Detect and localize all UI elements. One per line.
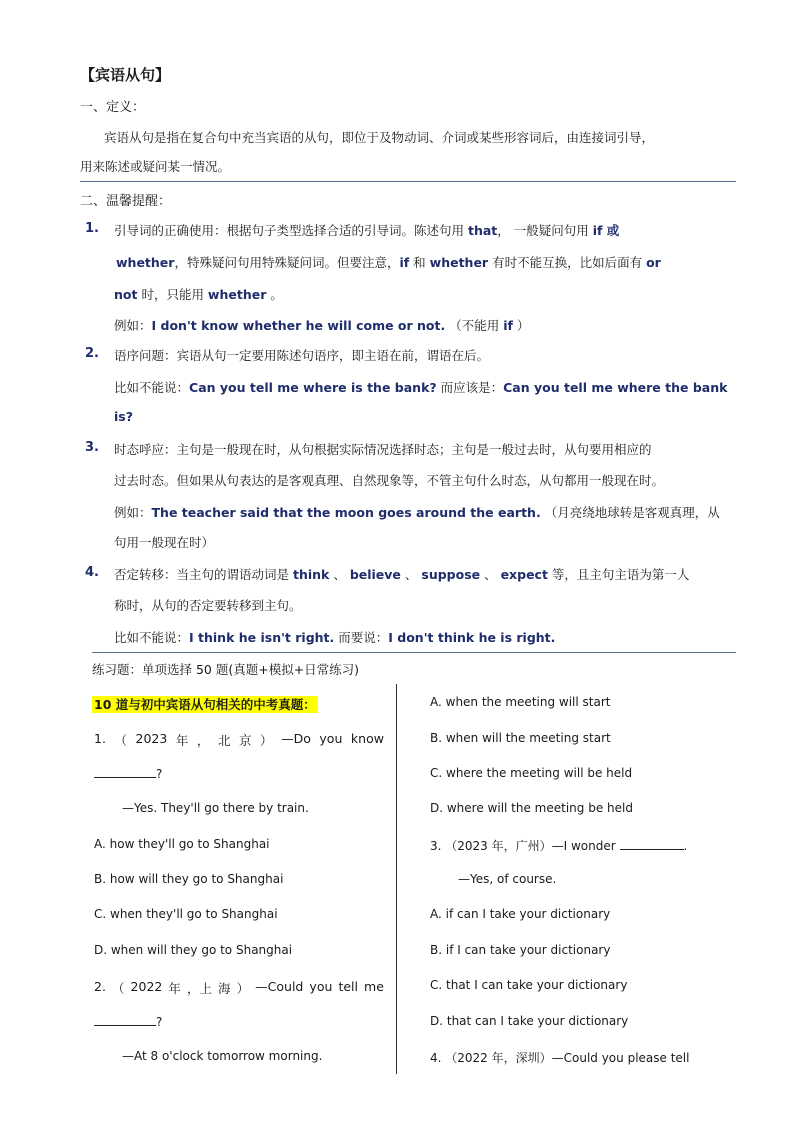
question-1-blank-line	[94, 765, 162, 781]
text: 比如不能说：	[114, 630, 190, 645]
question-3-answer: —Yes, of course.	[458, 872, 557, 886]
text: 、	[480, 567, 501, 582]
question-1-answer: —Yes. They'll go there by train.	[122, 801, 309, 815]
tip-1-line-2	[116, 253, 661, 271]
highlight-heading	[92, 694, 318, 713]
text: 而应该是：	[436, 380, 504, 395]
text: ，特殊疑问句用特殊疑问词。但要注意，	[174, 255, 400, 270]
keyword: believe	[349, 567, 401, 582]
tip-number: 3.	[85, 440, 99, 455]
definition-line-1: 宾语从句是指在复合句中充当宾语的从句，即位于及物动词、介词或某些形容词后，由连接词引导，	[104, 130, 655, 145]
tip-number: 4.	[85, 565, 99, 580]
example-sentence: I don't know whether he will come or not.	[151, 318, 446, 333]
answer-blank	[94, 765, 156, 778]
text: 、	[329, 567, 350, 582]
stem-word: （	[111, 981, 125, 996]
stem-word: 2023	[135, 731, 168, 746]
question-2-option-b: B. when will the meeting start	[430, 731, 611, 745]
stem-word: 年	[168, 981, 181, 996]
stem-word: ）	[236, 981, 250, 996]
tip-4-line-1	[114, 565, 689, 583]
stem-word: 2.	[94, 979, 106, 994]
example-sentence: Can you tell me where is the bank?	[189, 380, 437, 395]
example-sentence: I don't think he is right.	[388, 630, 556, 645]
keyword: expect	[500, 567, 548, 582]
highlight-text: 10 道与初中宾语从句相关的中考真题：	[94, 697, 316, 712]
text: 引导词的正确使用：根据句子类型选择合适的引导词。陈述句用	[114, 223, 468, 238]
keyword: whether	[116, 255, 175, 270]
tip-1-line-3	[114, 285, 283, 303]
question-2-option-c: C. where the meeting will be held	[430, 766, 633, 780]
text: 时，只能用	[137, 287, 208, 302]
question-3-option-a: A. if can I take your dictionary	[430, 907, 611, 921]
question-3-option-b: B. if I can take your dictionary	[430, 943, 611, 957]
divider	[92, 652, 736, 653]
question-1-option-c: C. when they'll go to Shanghai	[94, 907, 278, 921]
stem-word: ，上	[186, 981, 212, 996]
stem-word: —Could	[255, 979, 304, 994]
tip-3-line-4: 句用一般现在时）	[114, 535, 215, 550]
text: ?	[156, 1015, 163, 1029]
text: 等，且主句主语为第一人	[547, 567, 690, 582]
text: 例如：	[114, 318, 152, 333]
keyword: suppose	[421, 567, 481, 582]
tip-1-example	[114, 316, 529, 334]
keyword: if	[503, 318, 513, 333]
question-2-stem	[94, 979, 384, 997]
definition-heading: 一、定义：	[80, 100, 146, 115]
text: ?	[156, 767, 163, 781]
text: 3. （2023 年，广州）—I wonder	[430, 839, 616, 853]
divider	[80, 181, 736, 182]
stem-word: 年	[175, 733, 189, 748]
tip-3-line-1: 时态呼应：主句是一般现在时，从句根据实际情况选择时态；主句是一般过去时，从句要用相应的	[114, 442, 652, 457]
example-sentence: Can you tell me where the bank	[503, 380, 728, 395]
stem-word: me	[364, 979, 384, 994]
text: 例如：	[114, 505, 152, 520]
page-title: 【宾语从句】	[80, 66, 171, 84]
column-divider	[396, 684, 397, 1074]
tip-2-line-2	[114, 378, 727, 396]
question-2-option-a: A. when the meeting will start	[430, 695, 611, 709]
tip-2-line-3: is?	[114, 409, 133, 424]
text: ， 一般疑问句用	[497, 223, 593, 238]
stem-word: you	[319, 731, 343, 746]
example-sentence: The teacher said that the moon goes around the earth.	[151, 505, 541, 520]
keyword: not	[114, 287, 138, 302]
question-2-option-d: D. where will the meeting be held	[430, 801, 633, 815]
text: （不能用	[445, 318, 504, 333]
text: .	[683, 839, 688, 853]
question-4-stem: 4. （2022 年，深圳）—Could you please tell	[430, 1051, 690, 1065]
practice-heading: 练习题：单项选择 50 题(真题+模拟+日常练习)	[92, 662, 360, 677]
answer-blank	[94, 1013, 156, 1026]
stem-word: 海	[218, 981, 231, 996]
tip-3-example	[114, 503, 720, 521]
question-1-stem	[94, 731, 384, 749]
keyword: or	[646, 255, 661, 270]
keyword: that	[467, 223, 498, 238]
text: 、	[400, 567, 422, 582]
stem-word: ）	[260, 733, 273, 748]
tip-number: 2.	[85, 346, 99, 361]
question-1-words	[94, 731, 384, 749]
question-1-option-a: A. how they'll go to Shanghai	[94, 837, 270, 851]
keyword: think	[292, 567, 330, 582]
stem-word: 1.	[94, 731, 106, 746]
text: 和	[409, 255, 430, 270]
stem-word: 2022	[130, 979, 163, 994]
stem-word: 京	[239, 733, 252, 748]
stem-word: 北	[217, 733, 231, 748]
keyword: if	[399, 255, 410, 270]
text: 否定转移：当主句的谓语动词是	[114, 567, 293, 582]
tip-3-line-2: 过去时态。但如果从句表达的是客观真理、自然现象等，不管主句什么时态，从句都用一般现在时。	[114, 473, 665, 488]
tip-1-line-1	[114, 221, 619, 239]
definition-line-2: 用来陈述或疑问某一情况。	[80, 159, 231, 174]
stem-word: —Do	[281, 731, 311, 746]
tip-2-line-1: 语序问题：宾语从句一定要用陈述句语序，即主语在前，谓语在后。	[114, 348, 490, 363]
text: （月亮绕地球转是客观真理，从	[540, 505, 720, 520]
keyword: whether	[207, 287, 267, 302]
stem-word: you	[309, 979, 333, 994]
tip-4-example	[114, 628, 555, 646]
keyword: if 或	[592, 223, 620, 238]
text: 而要说：	[334, 630, 389, 645]
text: 比如不能说：	[114, 380, 190, 395]
keyword: whether	[429, 255, 489, 270]
question-3-option-d: D. that can I take your dictionary	[430, 1014, 629, 1028]
question-2-answer: —At 8 o'clock tomorrow morning.	[122, 1049, 323, 1063]
question-1-option-d: D. when will they go to Shanghai	[94, 943, 293, 957]
tips-heading: 二、温馨提醒：	[80, 194, 172, 209]
question-3-stem	[430, 837, 687, 854]
question-3-option-c: C. that I can take your dictionary	[430, 978, 628, 992]
stem-word: ，	[196, 733, 210, 748]
text: 有时不能互换，比如后面有	[488, 255, 647, 270]
example-sentence: I think he isn't right.	[189, 630, 335, 645]
stem-word: （	[114, 733, 127, 748]
tip-4-line-2: 称时，从句的否定要转移到主句。	[114, 598, 302, 613]
stem-word: tell	[338, 979, 358, 994]
question-2-blank-line	[94, 1013, 162, 1029]
text: ）	[512, 318, 530, 333]
stem-word: know	[350, 731, 384, 746]
question-2-words	[94, 979, 384, 997]
question-1-option-b: B. how will they go to Shanghai	[94, 872, 284, 886]
tip-number: 1.	[85, 221, 99, 236]
text: 。	[266, 287, 283, 302]
answer-blank	[620, 837, 684, 850]
